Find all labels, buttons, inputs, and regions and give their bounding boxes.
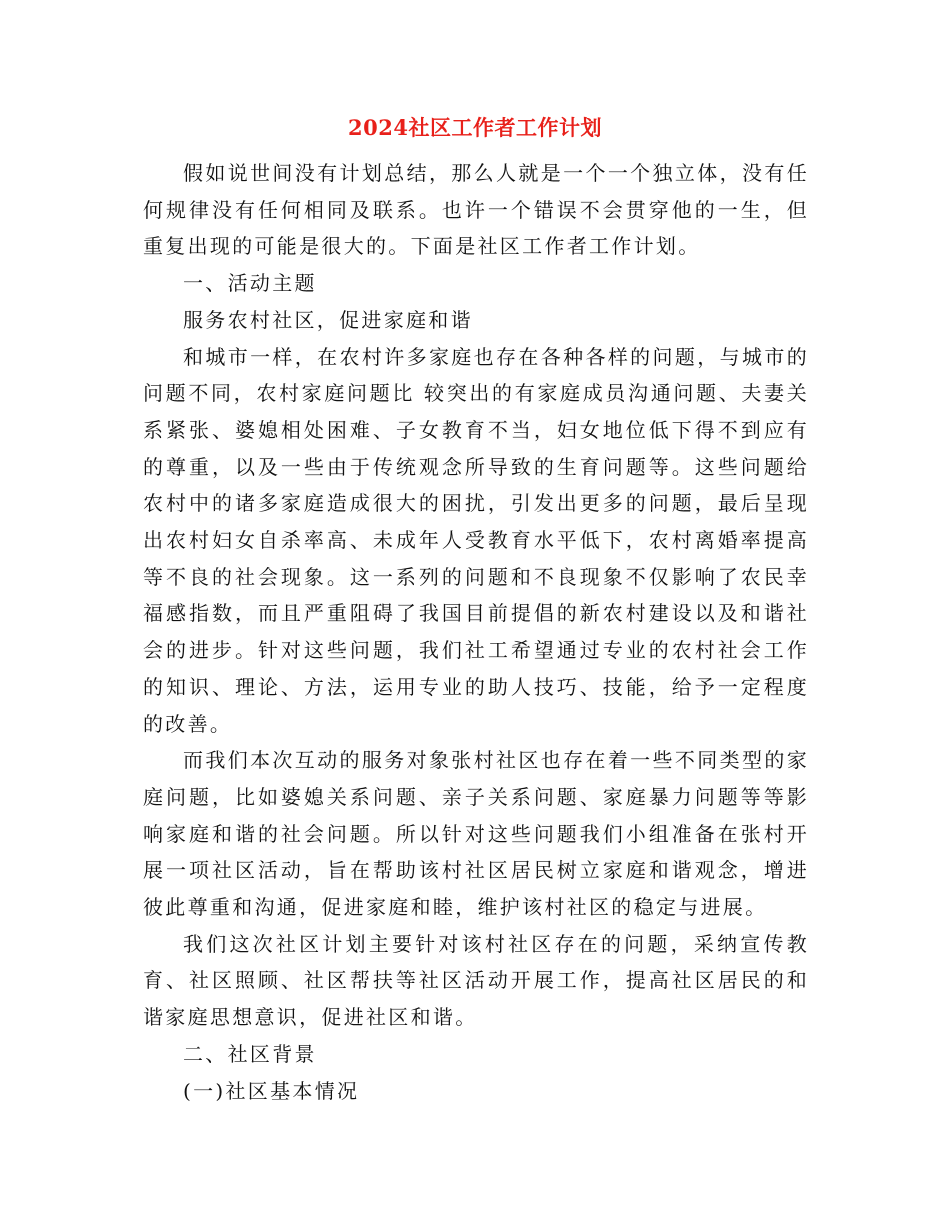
document-title: 2024社区工作者工作计划 <box>348 115 602 140</box>
rural-family-problems-paragraph: 和城市一样，在农村许多家庭也存在各种各样的问题，与城市的问题不同，农村家庭问题比 较突出的有家庭成员沟通问题、夫妻关系紧张、婆媳相处困难、子女教育不当，妇女地位低下得不到应有的尊重，以及一些由于传统观念所导致的生育问题等。这些问题给农村中的诸多家庭造成很大的困扰，引发出更多的问题，最后呈现出农村妇女自杀率高、未成年人受教育水平低下，农村离婚率提高等不良的社会现象。这一系列的问题和不良现象不仅影响了农民幸福感指数，而且严重阻碍了我国目前提倡的新农村建设以及和谐社会的进步。针对这些问题，我们社工希望通过专业的农村社会工作的知识、理论、方法，运用专业的助人技巧、技能，给予一定程度的改善。 <box>143 344 809 736</box>
section-heading-community-background: 二、社区背景 <box>183 1041 317 1066</box>
subsection-heading-basic-situation: (一)社区基本情况 <box>183 1078 360 1103</box>
document-body <box>143 155 809 1109</box>
activity-theme-text: 服务农村社区，促进家庭和谐 <box>183 307 473 332</box>
community-plan-paragraph: 我们这次社区计划主要针对该村社区存在的问题，采纳宣传教育、社区照顾、社区帮扶等社区活动开展工作，提高社区居民的和谐家庭思想意识，促进社区和谐。 <box>143 931 809 1030</box>
intro-paragraph: 假如说世间没有计划总结，那么人就是一个一个独立体，没有任何规律没有任何相同及联系。也许一个错误不会贯穿他的一生，但重复出现的可能是很大的。下面是社区工作者工作计划。 <box>143 161 809 259</box>
zhangcun-community-paragraph: 而我们本次互动的服务对象张村社区也存在着一些不同类型的家庭问题，比如婆媳关系问题、亲子关系问题、家庭暴力问题等等影响家庭和谐的社会问题。所以针对这些问题我们小组准备在张村开展一项社区活动，旨在帮助该村社区居民树立家庭和谐观念，增进彼此尊重和沟通，促进家庭和睦，维护该村社区的稳定与进展。 <box>143 748 809 920</box>
section-heading-activity-theme: 一、活动主题 <box>183 271 317 296</box>
